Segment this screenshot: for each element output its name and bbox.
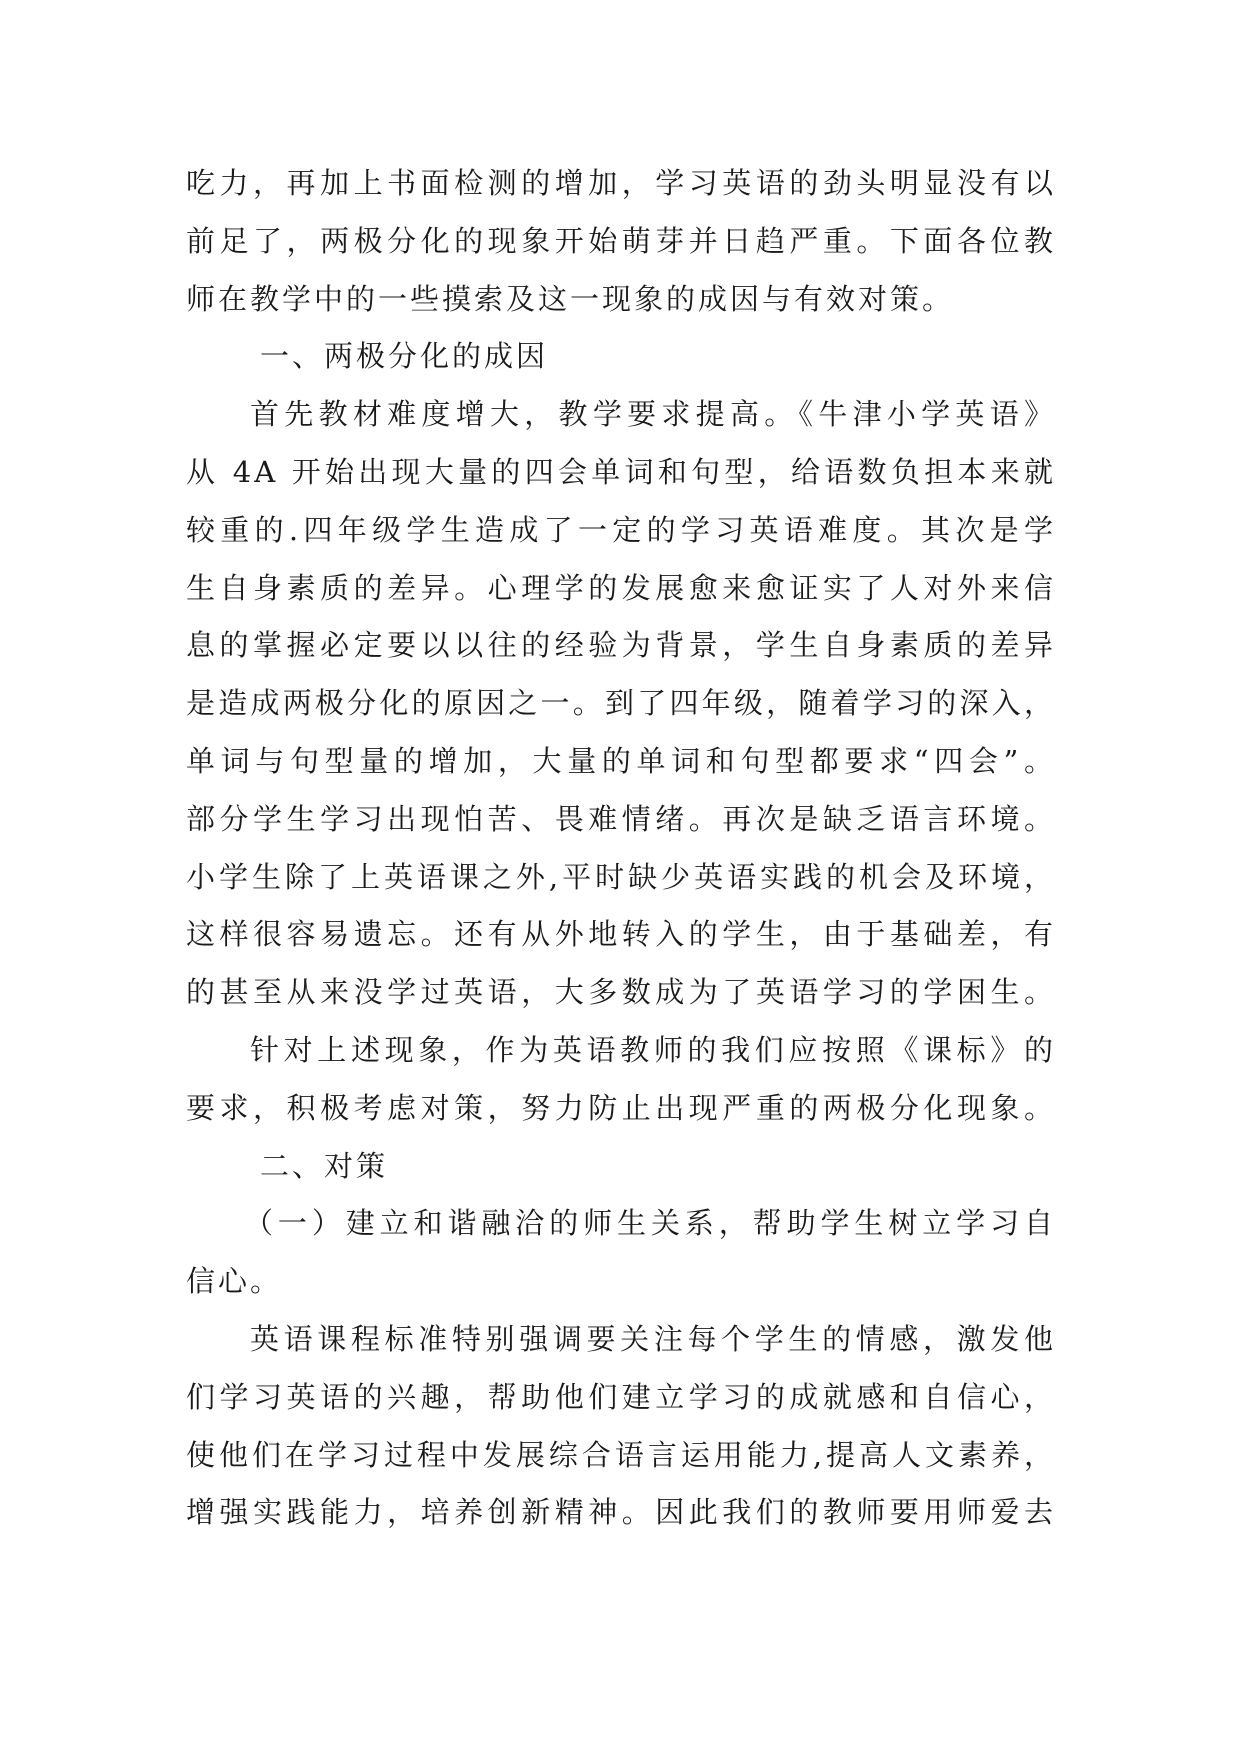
paragraph-line: 吃力，再加上书面检测的增加，学习英语的劲头明显没有以 bbox=[186, 166, 1056, 200]
paragraph-line: 息的掌握必定要以以往的经验为背景，学生自身素质的差异 bbox=[186, 628, 1056, 663]
paragraph-line: 要求，积极考虑对策，努力防止出现严重的两极分化现象。 bbox=[186, 1090, 1056, 1125]
paragraph-line: 生自身素质的差异。心理学的发展愈来愈证实了人对外来信 bbox=[186, 570, 1056, 605]
paragraph-line: 针对上述现象，作为英语教师的我们应按照《课标》的 bbox=[250, 1032, 1056, 1067]
paragraph-line: 使他们在学习过程中发展综合语言运用能力,提高人文素养， bbox=[186, 1437, 1056, 1472]
paragraph-line: 小学生除了上英语课之外,平时缺少英语实践的机会及环境， bbox=[186, 859, 1056, 894]
paragraph-line: 单词与句型量的增加，大量的单词和句型都要求“四会”。 bbox=[186, 743, 1056, 778]
paragraph-line: 部分学生学习出现怕苦、畏难情绪。再次是缺乏语言环境。 bbox=[186, 801, 1056, 836]
paragraph-line: 从 4A 开始出现大量的四会单词和句型，给语数负担本来就 bbox=[186, 454, 1056, 489]
subsection-heading: （一）建立和谐融洽的师生关系，帮助学生树立学习自 bbox=[244, 1206, 1056, 1241]
paragraph-line: 首先教材难度增大，教学要求提高。《牛津小学英语》 bbox=[250, 397, 1056, 432]
paragraph-line: 增强实践能力，培养创新精神。因此我们的教师要用师爱去 bbox=[186, 1495, 1056, 1530]
paragraph-line: 们学习英语的兴趣，帮助他们建立学习的成就感和自信心， bbox=[186, 1379, 1056, 1414]
paragraph-line: 前足了，两极分化的现象开始萌芽并日趋严重。下面各位教 bbox=[186, 223, 1056, 258]
section-heading: 一、两极分化的成因 bbox=[260, 339, 549, 374]
paragraph-line: 师在教学中的一些摸索及这一现象的成因与有效对策。 bbox=[186, 281, 955, 316]
paragraph-line: 是造成两极分化的原因之一。到了四年级，随着学习的深入， bbox=[186, 686, 1056, 721]
paragraph-line: 这样很容易遗忘。还有从外地转入的学生，由于基础差，有 bbox=[186, 917, 1056, 952]
subsection-heading: 信心。 bbox=[186, 1264, 283, 1299]
paragraph-line: 的甚至从来没学过英语，大多数成为了英语学习的学困生。 bbox=[186, 975, 1056, 1010]
paragraph-line: 较重的.四年级学生造成了一定的学习英语难度。其次是学 bbox=[186, 512, 1056, 547]
section-heading: 二、对策 bbox=[260, 1148, 389, 1183]
document-body bbox=[186, 155, 1056, 1542]
paragraph-line: 英语课程标准特别强调要关注每个学生的情感，激发他 bbox=[250, 1321, 1056, 1356]
